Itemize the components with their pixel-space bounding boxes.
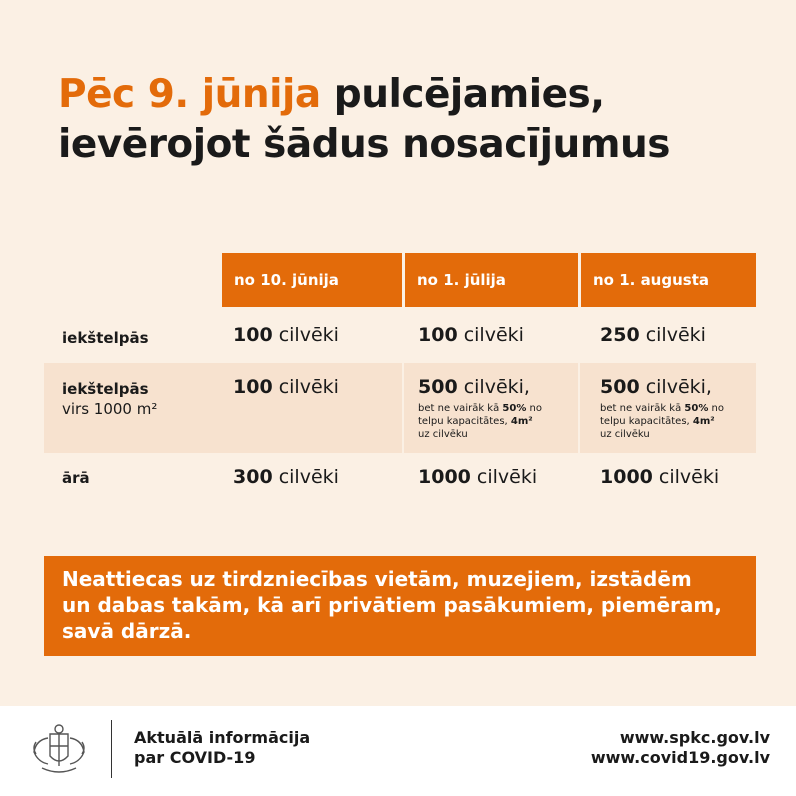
capacity-note: bet ne vairāk kā 50% no telpu kapacitātes, 4m² uz cilvēku <box>600 403 724 440</box>
headline-rest: pulcējamies, <box>320 72 605 117</box>
column-divider <box>578 253 580 515</box>
link-spkc[interactable]: www.spkc.gov.lv <box>619 728 770 747</box>
cell-june: 100 cilvēki <box>233 324 339 346</box>
column-header-august: no 1. augusta <box>581 253 756 307</box>
column-header-july: no 1. jūlija <box>405 253 578 307</box>
banner-line: un dabas takām, kā arī privātiem pasākumiem, piemēram, <box>62 593 722 617</box>
cell-august: 1000 cilvēki <box>600 466 720 488</box>
cell-july: 500 cilvēki, bet ne vairāk kā 50% no telpu kapacitātes, 4m² uz cilvēku <box>418 376 542 440</box>
link-covid19[interactable]: www.covid19.gov.lv <box>590 748 770 767</box>
cell-july: 100 cilvēki <box>418 324 524 346</box>
row-label: ārā <box>62 469 90 487</box>
footer <box>0 706 796 796</box>
cell-june: 300 cilvēki <box>233 466 339 488</box>
cell-july: 1000 cilvēki <box>418 466 538 488</box>
cell-june: 100 cilvēki <box>233 376 339 398</box>
cell-august: 500 cilvēki, bet ne vairāk kā 50% no telpu kapacitātes, 4m² uz cilvēku <box>600 376 724 440</box>
row-label: iekštelpās virs 1000 m² <box>62 380 158 418</box>
footer-links <box>591 728 770 768</box>
headline <box>58 70 670 170</box>
table-row-indoors-large <box>44 363 756 453</box>
coat-of-arms-icon <box>24 722 94 778</box>
headline-line2: ievērojot šādus nosacījumus <box>58 122 670 167</box>
banner-line: savā dārzā. <box>62 619 192 643</box>
exemption-banner <box>44 556 756 656</box>
cell-august: 250 cilvēki <box>600 324 706 346</box>
headline-accent: Pēc 9. jūnija <box>58 72 321 117</box>
table-row-indoors <box>44 307 756 363</box>
capacity-note: bet ne vairāk kā 50% no telpu kapacitātes, 4m² uz cilvēku <box>418 403 542 440</box>
restrictions-table <box>44 253 756 515</box>
footer-divider <box>111 720 112 778</box>
banner-line: Neattiecas uz tirdzniecības vietām, muzejiem, izstādēm <box>62 567 692 591</box>
column-header-june: no 10. jūnija <box>222 253 402 307</box>
column-divider <box>402 253 404 515</box>
table-row-outdoors <box>44 453 756 515</box>
headline-line1 <box>58 70 670 120</box>
footer-info: Aktuālā informācija par COVID-19 <box>134 728 311 767</box>
row-label: iekštelpās <box>62 329 149 347</box>
